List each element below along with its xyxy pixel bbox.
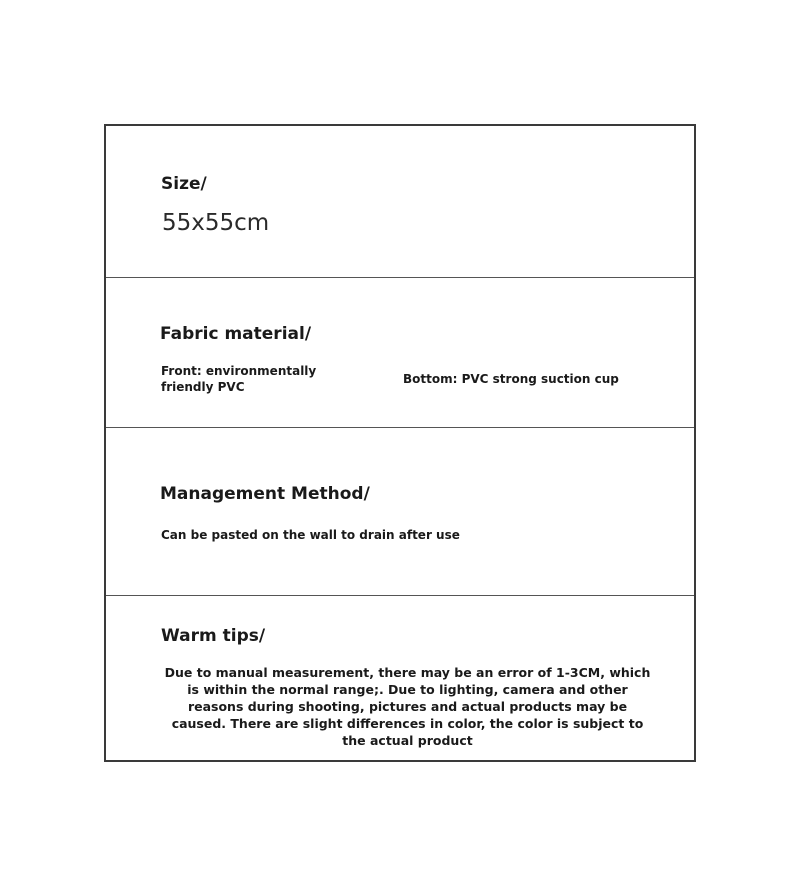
tips-text: Due to manual measurement, there may be an error of 1-3CM, which is within the normal range;. Due to lighting, camera and other reasons during shooting, pictures and actual products may be caused. There are slight differences in color, the color is subject to the actual product [164, 665, 651, 748]
size-heading: Size/ [161, 174, 207, 194]
tips-section [106, 596, 694, 760]
fabric-front-text: Front: environmentally friendly PVC [161, 364, 317, 394]
spec-table [104, 124, 696, 762]
tips-heading: Warm tips/ [161, 626, 266, 646]
management-text: Can be pasted on the wall to drain after use [161, 528, 460, 542]
fabric-section [106, 278, 694, 427]
management-section [106, 428, 694, 596]
management-heading: Management Method/ [160, 484, 370, 504]
size-value: 55x55cm [162, 210, 270, 236]
fabric-heading: Fabric material/ [160, 324, 312, 344]
fabric-bottom-text: Bottom: PVC strong suction cup [403, 372, 619, 386]
size-section [106, 126, 694, 277]
